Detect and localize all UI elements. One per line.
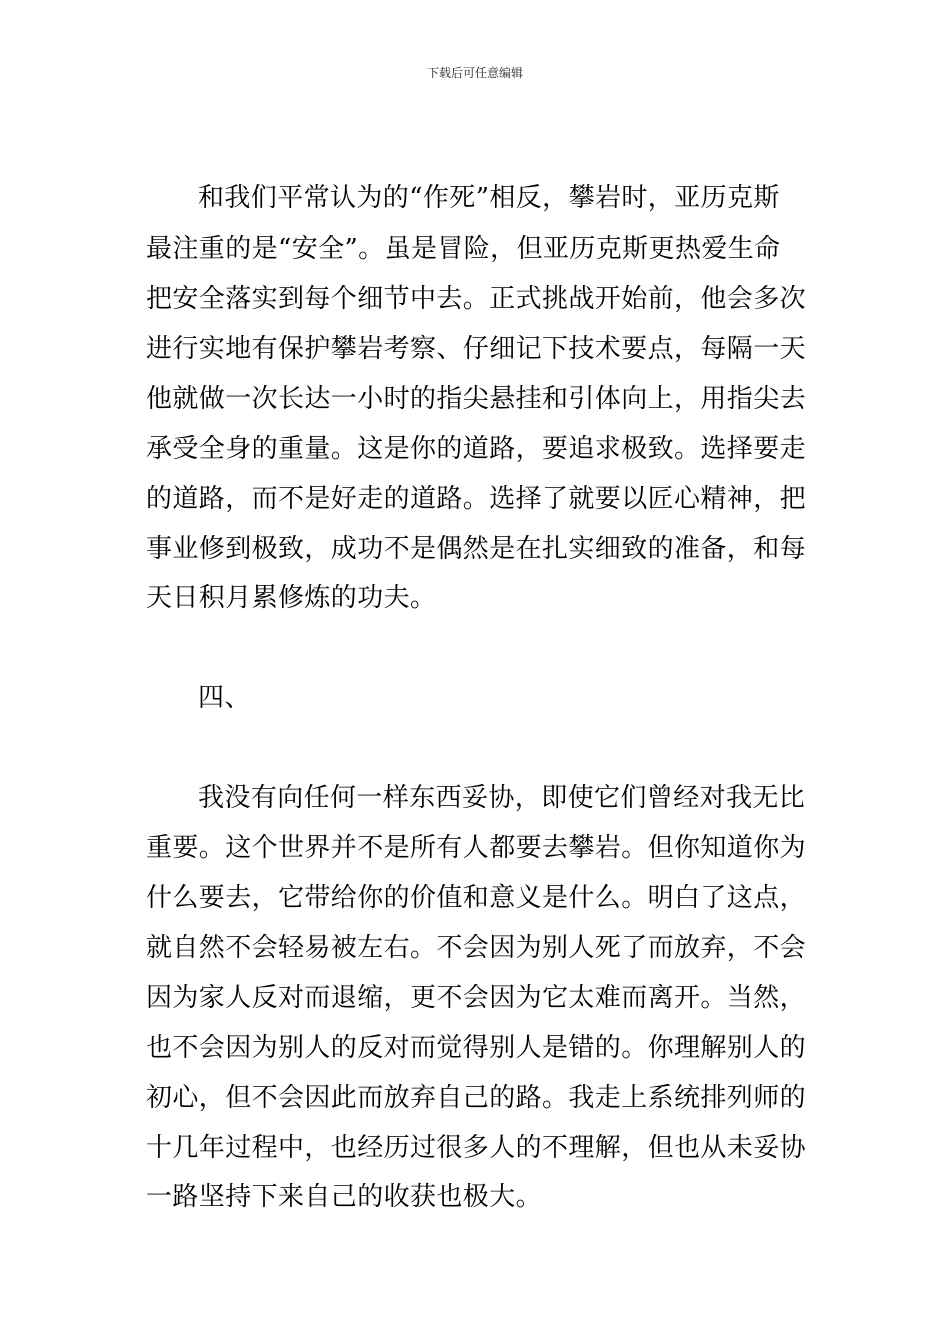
paragraph-line: 因为家人反对而退缩，更不会因为它太难而离开。当然， (146, 983, 807, 1013)
paragraph-line: 初心，但不会因此而放弃自己的路。我走上系统排列师的 (146, 1083, 807, 1113)
paragraph-line: 也不会因为别人的反对而觉得别人是错的。你理解别人的 (146, 1033, 807, 1063)
paragraph-line: 的道路，而不是好走的道路。选择了就要以匠心精神，把 (146, 484, 807, 514)
paragraph-line: 重要。这个世界并不是所有人都要去攀岩。但你知道你为 (146, 833, 807, 863)
page-header: 下载后可任意编辑 (426, 66, 523, 80)
paragraph-line: 什么要去，它带给你的价值和意义是什么。明白了这点， (146, 883, 807, 913)
paragraph-line: 我没有向任何一样东西妥协，即使它们曾经对我无比 (198, 783, 806, 813)
paragraph-line: 把安全落实到每个细节中去。正式挑战开始前，他会多次 (146, 284, 807, 314)
paragraph-line: 就自然不会轻易被左右。不会因为别人死了而放弃，不会 (146, 933, 807, 963)
paragraph-line: 十几年过程中，也经历过很多人的不理解，但也从未妥协 (146, 1133, 807, 1163)
paragraph-line: 和我们平常认为的“作死”相反，攀岩时，亚历克斯 (198, 183, 780, 213)
paragraph-line: 进行实地有保护攀岩考察、仔细记下技术要点，每隔一天 (146, 334, 807, 364)
paragraph-line: 事业修到极致，成功不是偶然是在扎实细致的准备，和每 (146, 534, 807, 564)
paragraph-line: 他就做一次长达一小时的指尖悬挂和引体向上，用指尖去 (146, 384, 807, 414)
paragraph-line: 一路坚持下来自己的收获也极大。 (146, 1182, 543, 1212)
paragraph-line: 最注重的是“安全”。虽是冒险，但亚历克斯更热爱生命 (146, 234, 781, 264)
paragraph-line: 承受全身的重量。这是你的道路，要追求极致。选择要走 (146, 434, 807, 464)
paragraph-line: 天日积月累修炼的功夫。 (146, 583, 437, 613)
section-number: 四、 (198, 683, 251, 713)
